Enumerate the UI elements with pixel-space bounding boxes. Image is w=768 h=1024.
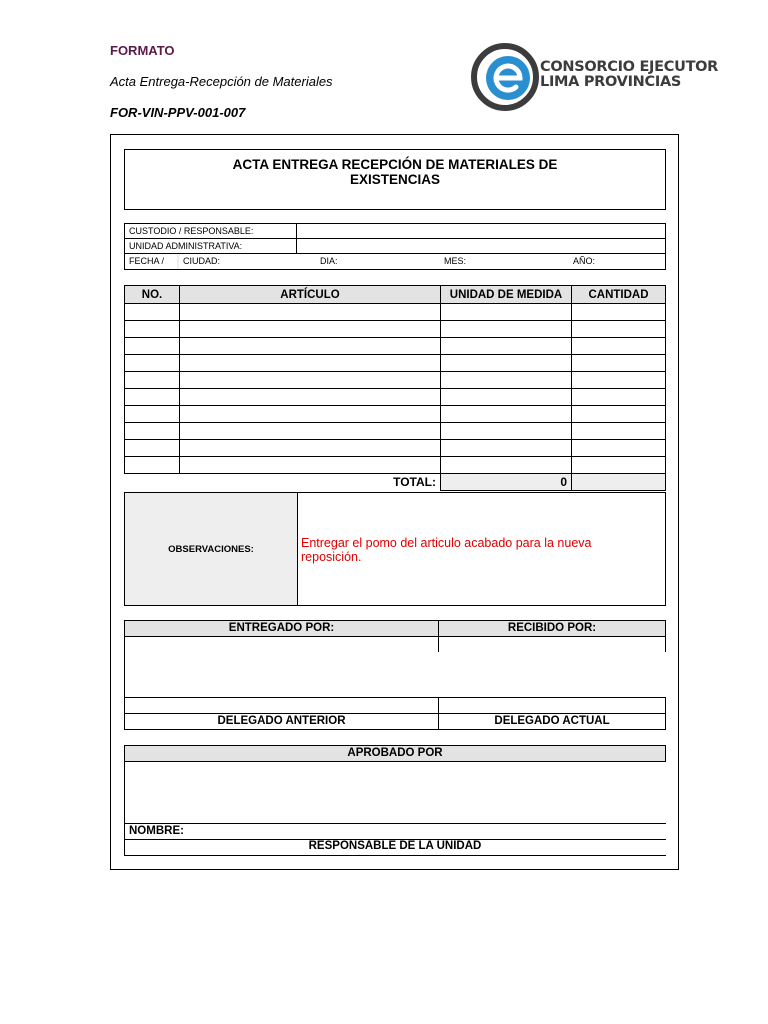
aprobado-header: APROBADO POR — [124, 745, 666, 762]
fecha-label: FECHA / — [129, 256, 165, 266]
form-title-line-2: EXISTENCIAS — [349, 172, 441, 187]
logo-line-1: CONSORCIO EJECUTOR — [540, 59, 719, 75]
unidad-label: UNIDAD ADMINISTRATIVA: — [125, 239, 297, 254]
table-row — [125, 372, 666, 389]
form-title-box — [124, 149, 666, 210]
col-unidad-medida: UNIDAD DE MEDIDA — [441, 286, 572, 304]
total-cantidad-cell — [572, 474, 666, 491]
nombre-label: NOMBRE: — [129, 825, 184, 837]
approval-section — [124, 745, 666, 857]
observaciones-label: OBSERVACIONES: — [125, 493, 298, 605]
mes-label: MES: — [444, 256, 467, 266]
total-value: 0 — [441, 474, 572, 491]
observaciones-text[interactable]: Entregar el pomo del articulo acabado para la nueva reposición. — [301, 536, 592, 564]
entregado-signature-line[interactable] — [124, 697, 439, 714]
items-table — [124, 285, 666, 491]
col-cantidad: CANTIDAD — [572, 286, 666, 304]
table-row — [125, 423, 666, 440]
table-row — [125, 457, 666, 474]
table-row — [125, 406, 666, 423]
delegado-actual-label: DELEGADO ACTUAL — [438, 713, 666, 730]
info-table — [124, 223, 666, 270]
custodio-field[interactable] — [297, 224, 666, 239]
table-row — [125, 389, 666, 406]
table-row — [125, 338, 666, 355]
form-title-line-1: ACTA ENTREGA RECEPCIÓN DE MATERIALES DE — [232, 157, 558, 172]
ciudad-label: CIUDAD: — [183, 256, 221, 266]
document-title: Acta Entrega-Recepción de Materiales — [110, 74, 333, 89]
col-articulo: ARTÍCULO — [180, 286, 441, 304]
total-row — [125, 474, 666, 491]
dia-label: DIA: — [320, 256, 338, 266]
company-logo — [470, 42, 720, 112]
custodio-label: CUSTODIO / RESPONSABLE: — [125, 224, 297, 239]
delivery-signatures — [124, 620, 666, 730]
unidad-field[interactable] — [297, 239, 666, 254]
col-no: NO. — [125, 286, 180, 304]
ano-label: AÑO: — [573, 256, 596, 266]
format-label: FORMATO — [110, 43, 175, 58]
total-label: TOTAL: — [393, 475, 436, 490]
table-row — [125, 440, 666, 457]
document-code: FOR-VIN-PPV-001-007 — [110, 105, 246, 120]
recibido-signature-line[interactable] — [438, 697, 666, 714]
responsable-label: RESPONSABLE DE LA UNIDAD — [308, 840, 482, 852]
fecha-separator — [177, 254, 179, 269]
logo-line-2: LIMA PROVINCIAS — [540, 74, 682, 90]
entregado-header: ENTREGADO POR: — [124, 620, 439, 637]
table-row — [125, 304, 666, 321]
delegado-anterior-label: DELEGADO ANTERIOR — [124, 713, 439, 730]
logo-e-icon — [470, 42, 540, 112]
table-row — [125, 355, 666, 372]
table-row — [125, 321, 666, 338]
recibido-header: RECIBIDO POR: — [438, 620, 666, 637]
fecha-row — [125, 254, 666, 270]
observaciones-box — [124, 492, 666, 606]
